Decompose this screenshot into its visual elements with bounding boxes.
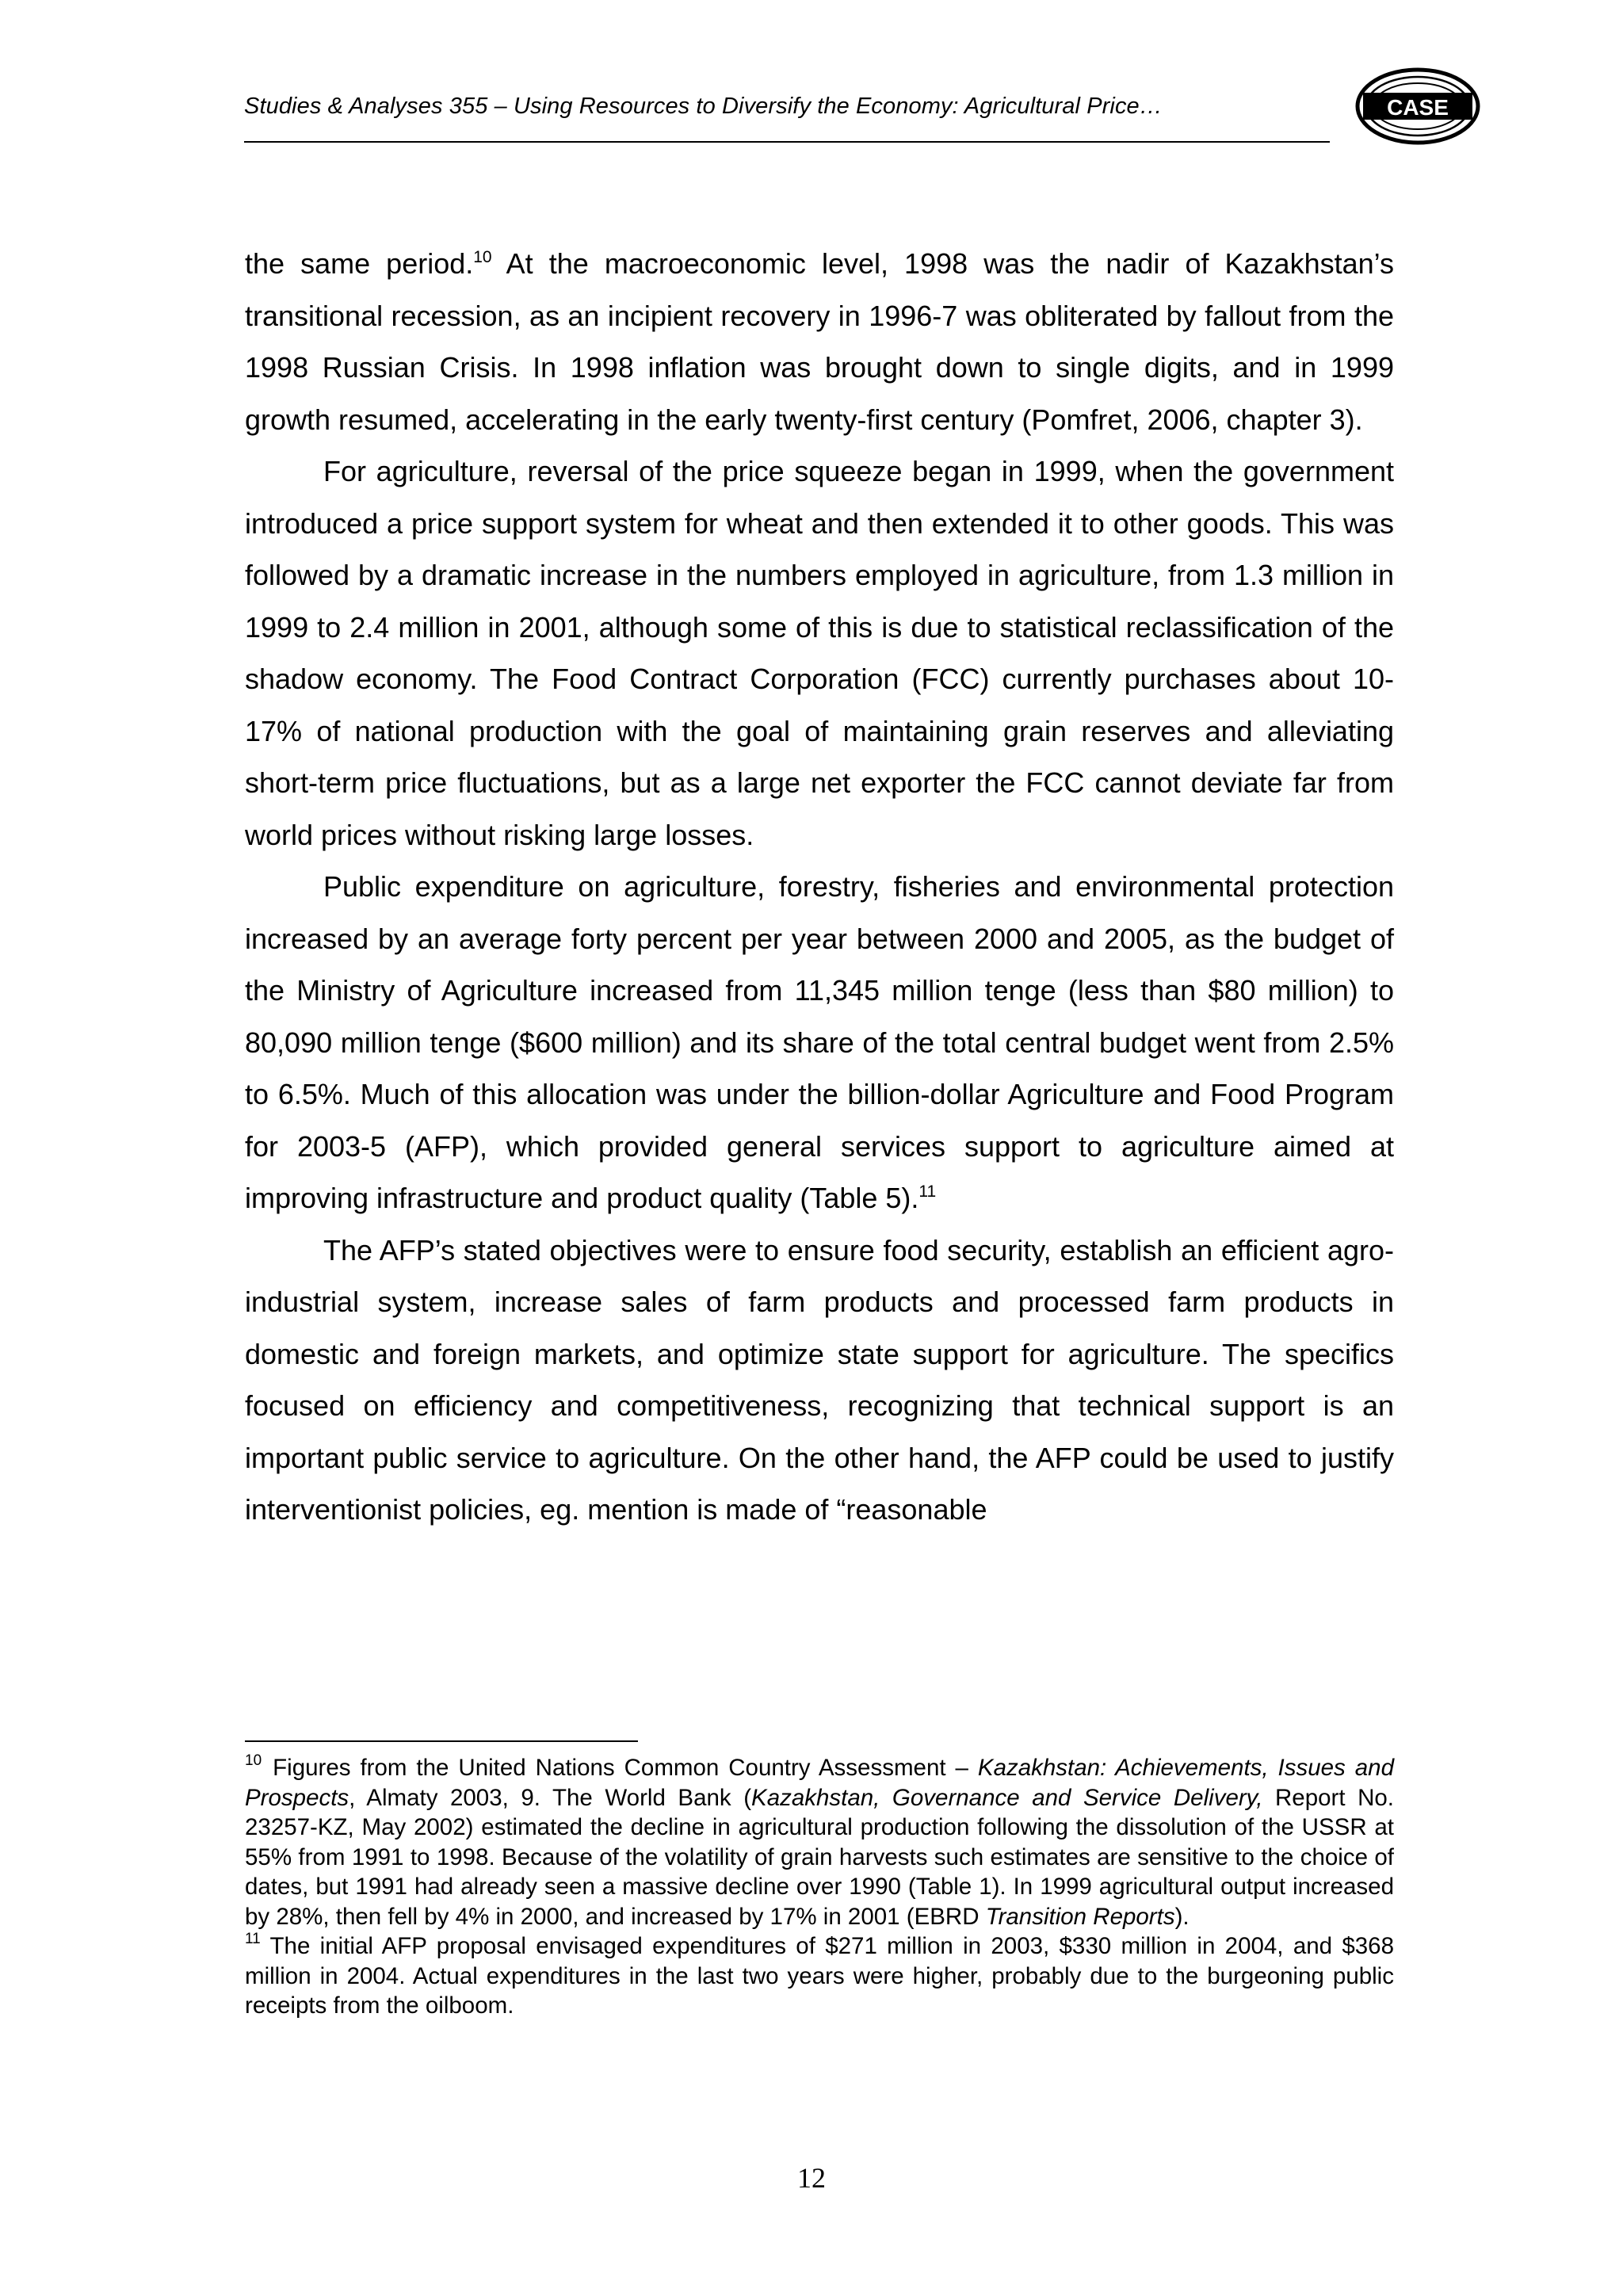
header-rule <box>244 141 1330 143</box>
footnote-separator <box>245 1740 638 1742</box>
paragraph-1: the same period.$^{10}$ At the macroeconomic level, 1998 was the nadir of Kazakhstan’s transitional recession, as an incipient recovery in 1996-7 was obliterated by fallout from the 1998 Russian Crisis. In 1998 inflation was brought down to single digits, and in 1999 growth resumed, accelerating in the early twenty-first century (Pomfret, 2006, chapter 3). <box>245 247 1394 436</box>
footnote-ref-10[interactable]: 10 <box>473 248 492 266</box>
footnote-mark-11: 11 <box>245 1931 261 1947</box>
footnote-10: $^{10}$ Figures from the United Nations Common Country Assessment – Kazakhstan: Achievements, Issues and Prospects, Almaty 2003, 9. The World Bank (Kazakhstan, Governance and Service Delivery, Report No. 23257-KZ, May 2002) estimated the decline in agricultural production following the dissolution of the USSR at 55% from 1991 to 1998. Because of the volatility of grain harvests such estimates are sensitive to the choice of dates, but 1991 had already seen a massive decline over 1990 (Table 1). In 1999 agricultural output increased by 28%, then fell by 4% in 2000, and increased by 17% in 2001 (EBRD Transition Reports). <box>245 1752 1394 1930</box>
paragraph-3: Public expenditure on agriculture, forestry, fisheries and environmental protection increased by an average forty percent per year between 2000 and 2005, as the budget of the Ministry of Agriculture increased from 11,345 million tenge (less than $80 million) to 80,090 million tenge ($600 million) and its share of the total central budget went from 2.5% to 6.5%. Much of this allocation was under the billion-dollar Agriculture and Food Program for 2003-5 (AFP), which provided general services support to agriculture aimed at improving infrastructure and product quality (Table 5).$^{11}$ <box>245 870 1394 1214</box>
footnote-ref-11[interactable]: 11 <box>918 1182 937 1201</box>
paragraph-4: The AFP’s stated objectives were to ensure food security, establish an efficient agro-industrial system, increase sales of farm products and processed farm products in domestic and foreign markets, and optimize state support for agriculture. The specifics focused on efficiency and competitiveness, recognizing that technical support is an important public service to agriculture. On the other hand, the AFP could be used to justify interventionist policies, eg. mention is made of “reasonable <box>245 1233 1394 1526</box>
body-text <box>245 238 1394 1536</box>
footnote-11: $^{11}$ The initial AFP proposal envisaged expenditures of $271 million in 2003, $330 million in 2004, and $368 million in 2004. Actual expenditures in the last two years were higher, probably due to the burgeoning public receipts from the oilboom. <box>245 1931 1394 2019</box>
footnotes <box>245 1753 1394 2021</box>
paragraph-2: For agriculture, reversal of the price squeeze began in 1999, when the government introduced a price support system for wheat and then extended it to other goods. This was followed by a dramatic increase in the numbers employed in agriculture, from 1.3 million in 1999 to 2.4 million in 2001, although some of this is due to statistical reclassification of the shadow economy. The Food Contract Corporation (FCC) currently purchases about 10-17% of national production with the goal of maintaining grain reserves and alleviating short-term price fluctuations, but as a large net exporter the FCC cannot deviate far from world prices without risking large losses. <box>245 455 1394 851</box>
running-title: Studies & Analyses 355 – Using Resources to Diversify the Economy: Agricultural Price… <box>244 94 1163 119</box>
running-header <box>244 94 1330 120</box>
footnote-mark-10: 10 <box>245 1752 262 1769</box>
case-logo-icon <box>1355 67 1480 146</box>
logo-text: CASE <box>1387 95 1449 120</box>
page-number: 12 <box>797 2162 826 2194</box>
